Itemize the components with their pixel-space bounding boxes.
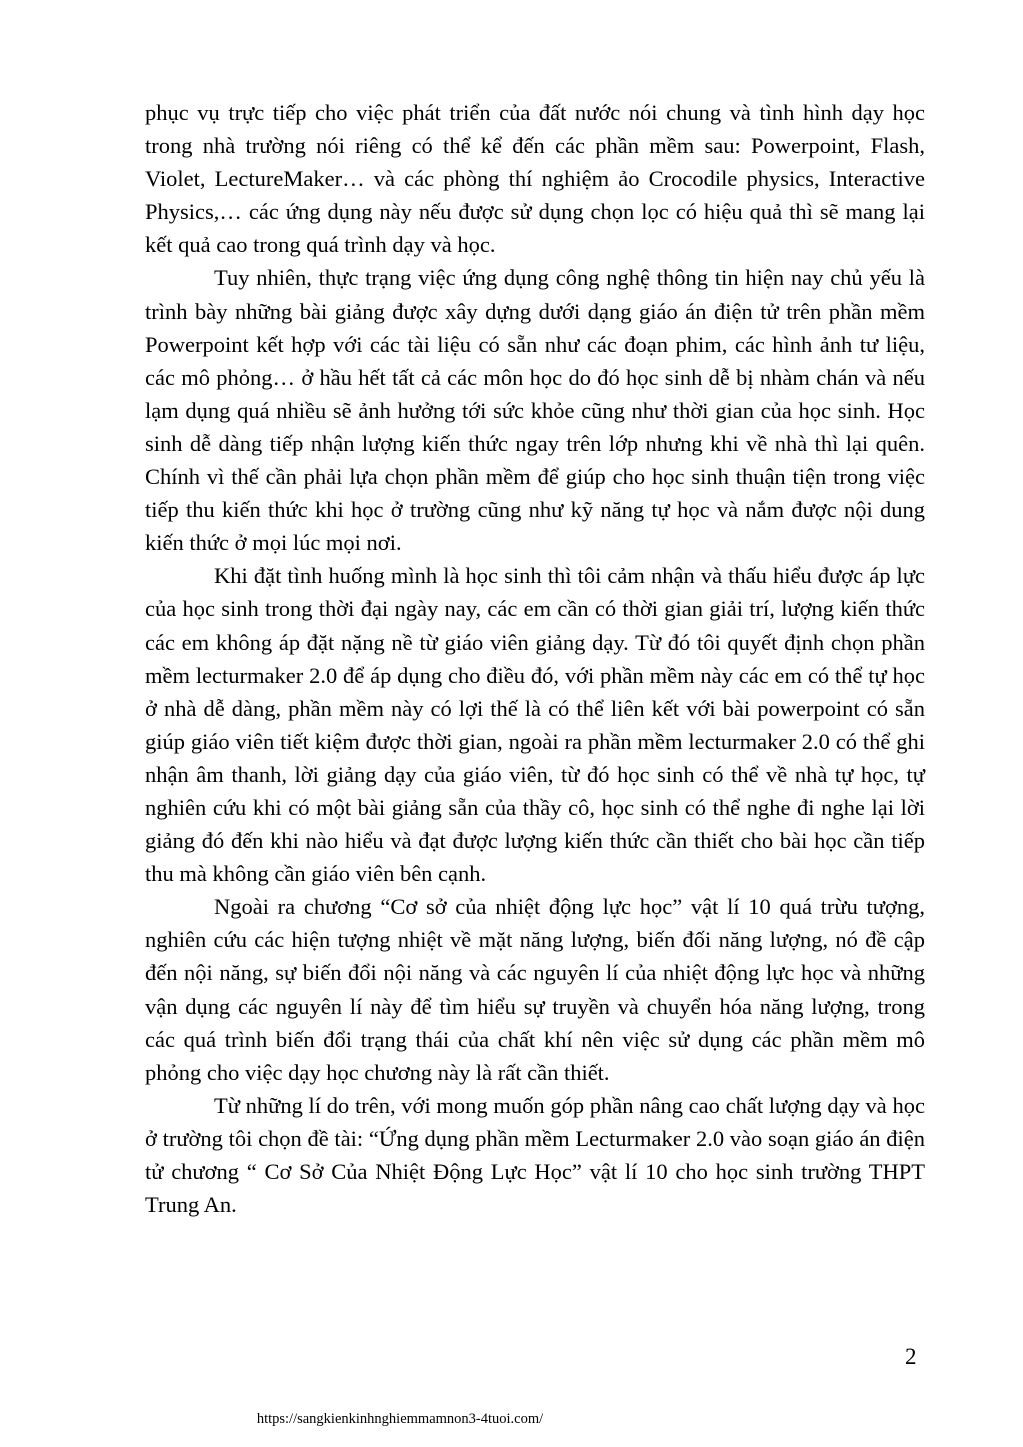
paragraph: Khi đặt tình huống mình là học sinh thì tôi cảm nhận và thấu hiểu được áp lực của học sinh trong thời đại ngày nay, các em cần có thời gian giải trí, lượng kiến thức các em không áp đặt nặng nề từ giáo viên giảng dạy. Từ đó tôi quyết định chọn phần mềm lecturmaker 2.0 để áp dụng cho điều đó, với phần mềm này các em có thể tự học ở nhà dễ dàng, phần mềm này có lợi thế là có thể liên kết với bài powerpoint có sẵn giúp giáo viên tiết kiệm được thời gian, ngoài ra phần mềm lecturmaker 2.0 có thể ghi nhận âm thanh, lời giảng dạy của giáo viên, từ đó học sinh có thể về nhà tự học, tự nghiên cứu khi có một bài giảng sẵn của thầy cô, học sinh có thể nghe đi nghe lại lời giảng đó đến khi nào hiểu và đạt được lượng kiến thức cần thiết cho bài học cần tiếp thu mà không cần giáo viên bên cạnh. <box>145 563 925 887</box>
page-number: 2 <box>905 1344 917 1369</box>
paragraph: Từ những lí do trên, với mong muốn góp phần nâng cao chất lượng dạy và học ở trường tôi chọn đề tài: “Ứng dụng phần mềm Lecturmaker 2.0 vào soạn giáo án điện tử chương “ Cơ Sở Của Nhiệt Động Lực Học” vật lí 10 cho học sinh trường THPT Trung An. <box>145 1092 925 1218</box>
paragraph: Ngoài ra chương “Cơ sở của nhiệt động lực học” vật lí 10 quá trừu tượng, nghiên cứu các hiện tượng nhiệt về mặt năng lượng, biến đối năng lượng, nó đề cập đến nội năng, sự biến đổi nội năng và các nguyên lí của nhiệt động lực học và những vận dụng các nguyên lí này để tìm hiểu sự truyền và chuyển hóa năng lượng, trong các quá trình biến đổi trạng thái của chất khí nên việc sử dụng các phần mềm mô phỏng cho việc dạy học chương này là rất cần thiết. <box>145 894 925 1085</box>
paragraph: phục vụ trực tiếp cho việc phát triển của đất nước nói chung và tình hình dạy học trong nhà trường nói riêng có thể kể đến các phần mềm sau: Powerpoint, Flash, Violet, LectureMaker… và các phòng thí nghiệm ảo Crocodile physics, Interactive Physics,… các ứng dụng này nếu được sử dụng chọn lọc có hiệu quả thì sẽ mang lại kết quả cao trong quá trình dạy và học. <box>145 100 925 258</box>
document-body <box>145 96 925 1221</box>
paragraph: Tuy nhiên, thực trạng việc ứng dụng công nghệ thông tin hiện nay chủ yếu là trình bày những bài giảng được xây dựng dưới dạng giáo án điện tử trên phần mềm Powerpoint kết hợp với các tài liệu có sẵn như các đoạn phim, các hình ảnh tư liệu, các mô phỏng… ở hầu hết tất cả các môn học do đó học sinh dễ bị nhàm chán và nếu lạm dụng quá nhiều sẽ ảnh hưởng tới sức khỏe cũng như thời gian của học sinh. Học sinh dễ dàng tiếp nhận lượng kiến thức ngay trên lớp nhưng khi về nhà thì lại quên. Chính vì thế cần phải lựa chọn phần mềm để giúp cho học sinh thuận tiện trong việc tiếp thu kiến thức khi học ở trường cũng như kỹ năng tự học và nắm được nội dung kiến thức ở mọi lúc mọi nơi. <box>145 265 925 556</box>
footer-url[interactable]: https://sangkienkinhnghiemmamnon3-4tuoi.com/ <box>256 1411 544 1427</box>
